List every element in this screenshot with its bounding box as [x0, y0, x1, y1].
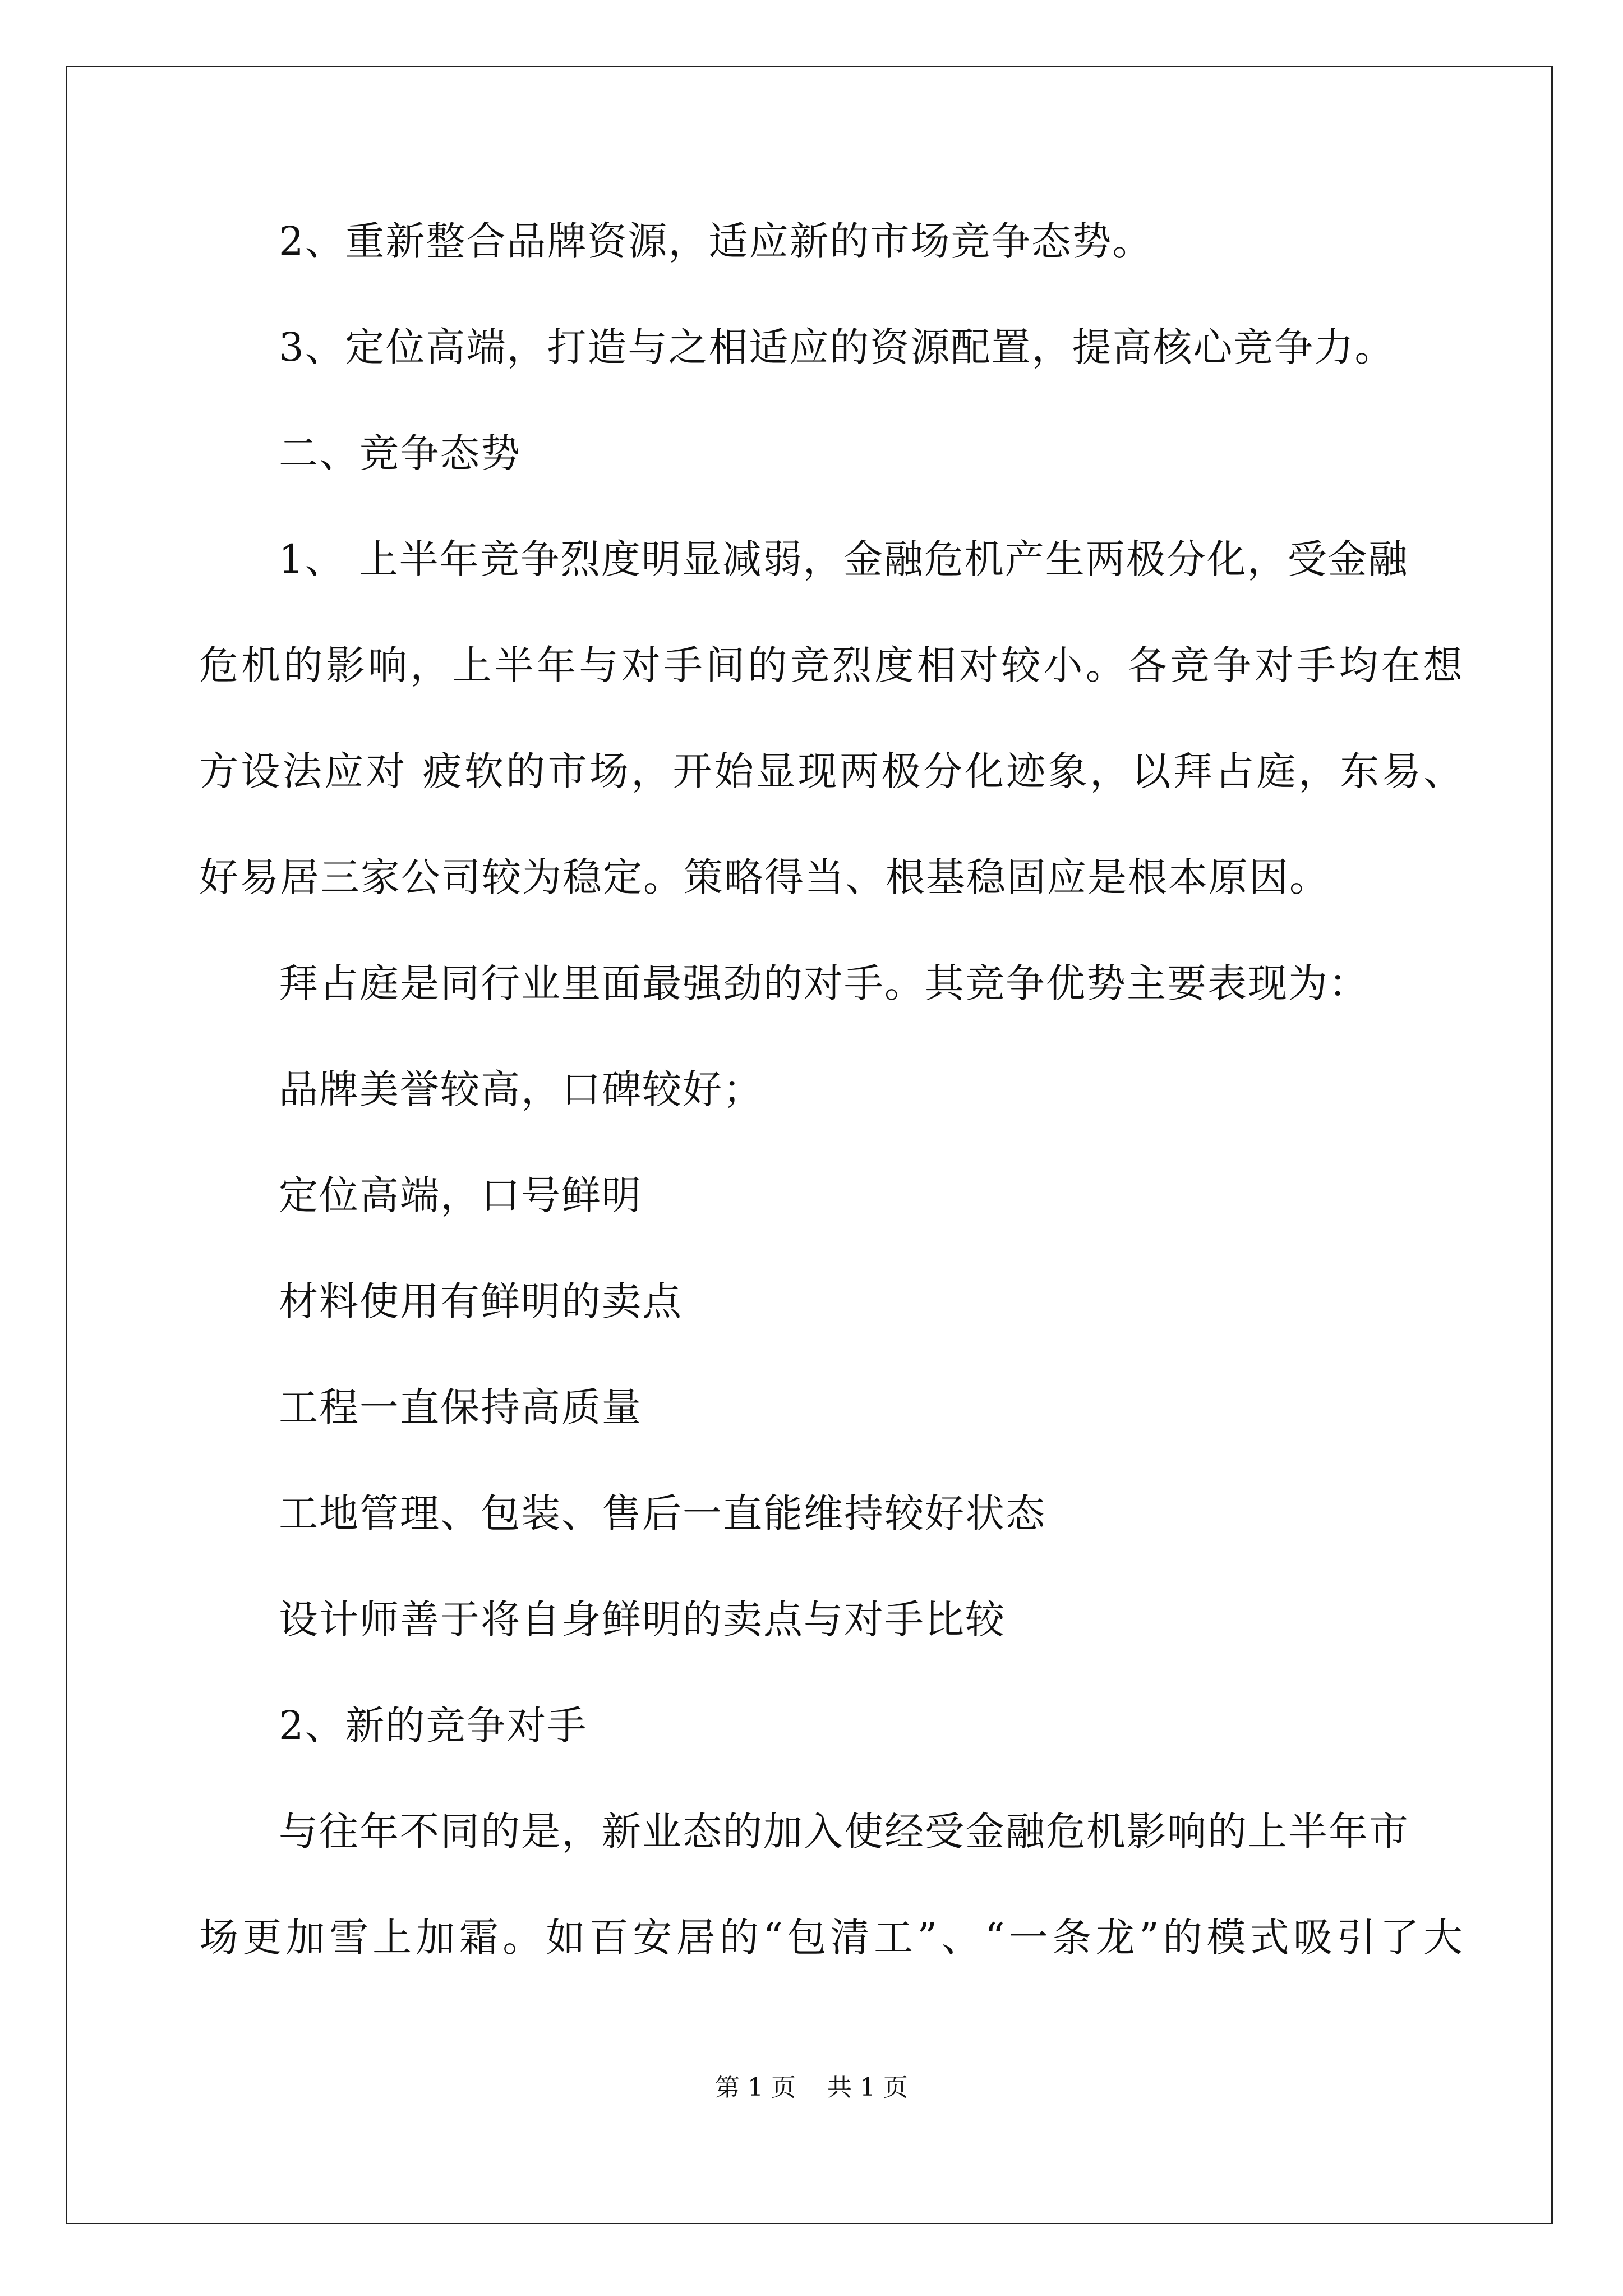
page-number-footer: 第 1 页 共 1 页: [715, 2073, 908, 2102]
paragraph-line: 2、重新整合品牌资源，适应新的市场竞争态势。: [279, 218, 1153, 264]
section-heading: 二、竞争态势: [279, 430, 521, 476]
list-item: 设计师善于将自身鲜明的卖点与对手比较: [279, 1596, 1006, 1642]
paragraph-line: 1、 上半年竞争烈度明显减弱，金融危机产生两极分化，受金融: [279, 536, 1409, 582]
paragraph-line: 好易居三家公司较为稳定。策略得当、根基稳固应是根本原因。: [199, 854, 1330, 900]
list-item: 工程一直保持高质量: [279, 1384, 642, 1430]
list-item: 工地管理、包装、售后一直能维持较好状态: [279, 1490, 1046, 1536]
list-item: 定位高端，口号鲜明: [279, 1172, 642, 1218]
paragraph-line: 3、定位高端，打造与之相适应的资源配置，提高核心竞争力。: [279, 324, 1395, 370]
list-item: 品牌美誉较高，口碑较好；: [279, 1066, 763, 1112]
paragraph-line: 场更加雪上加霜。如百安居的“包清工”、“一条龙”的模式吸引了大: [199, 1915, 1464, 1961]
paragraph-line: 2、新的竞争对手: [279, 1703, 588, 1749]
list-item: 材料使用有鲜明的卖点: [279, 1278, 683, 1324]
page-border: [66, 66, 1553, 2224]
paragraph-line: 方设法应对 疲软的市场，开始显现两极分化迹象，以拜占庭，东易、: [199, 748, 1464, 794]
paragraph-line: 危机的影响，上半年与对手间的竞烈度相对较小。各竞争对手均在想: [199, 642, 1464, 688]
paragraph-line: 与往年不同的是，新业态的加入使经受金融危机影响的上半年市: [279, 1809, 1409, 1855]
paragraph-line: 拜占庭是同行业里面最强劲的对手。其竞争优势主要表现为：: [279, 960, 1369, 1006]
